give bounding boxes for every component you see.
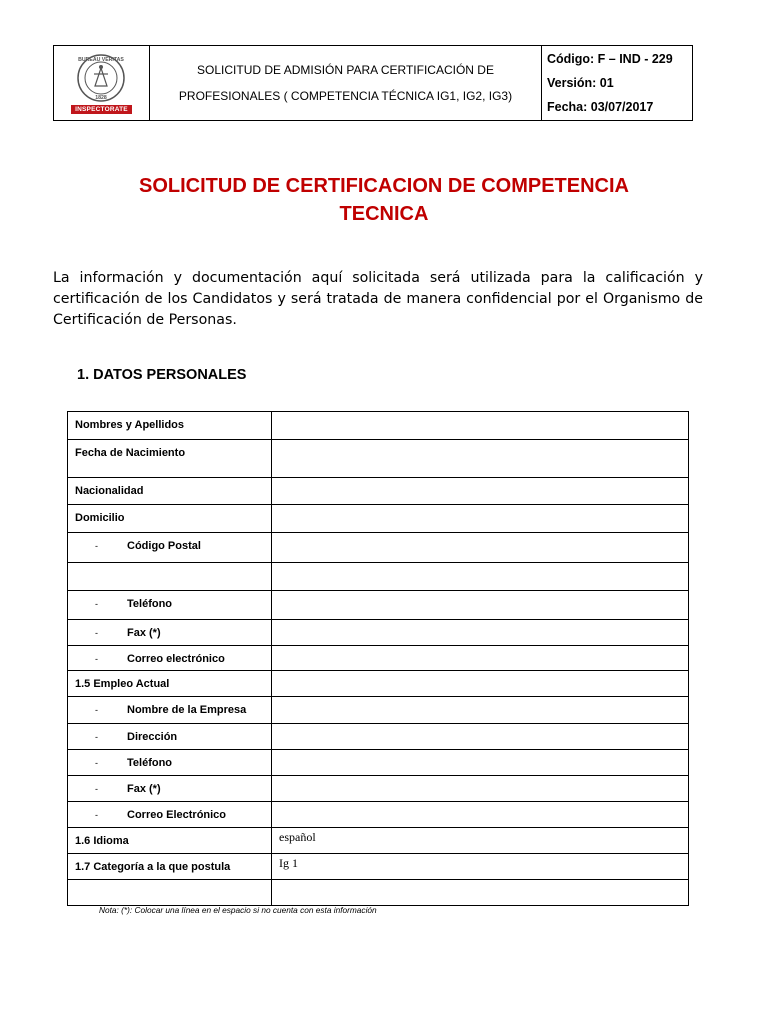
row-label — [68, 880, 272, 906]
row-value-field[interactable] — [272, 776, 689, 802]
list-dash: - — [95, 654, 98, 664]
row-label: Teléfono — [127, 757, 173, 769]
row-label: Correo Electrónico — [127, 809, 227, 821]
table-row — [68, 828, 689, 854]
row-value-field[interactable] — [272, 620, 689, 646]
list-dash: - — [95, 705, 98, 715]
row-label: 1.6 Idioma — [68, 828, 272, 854]
page-title — [0, 172, 768, 228]
row-label: Nombre de la Empresa — [127, 704, 247, 716]
row-value-field[interactable] — [272, 440, 689, 478]
table-row — [68, 591, 689, 620]
document-header — [53, 45, 693, 121]
table-note: Nota: (*): Colocar una línea en el espacio si no cuenta con esta información — [99, 905, 377, 915]
row-value-field[interactable]: español — [272, 828, 689, 854]
table-row — [68, 750, 689, 776]
intro-paragraph: La información y documentación aquí solicitada será utilizada para la calificación y certificación de los Candidatos y será tratada de manera confidencial por el Organismo de Certificación de Personas. — [53, 270, 703, 328]
row-label-cell — [68, 750, 272, 776]
row-label-cell — [68, 591, 272, 620]
personal-data-table — [67, 411, 689, 906]
row-label — [68, 563, 272, 591]
header-title — [150, 46, 542, 120]
row-value-field[interactable] — [272, 724, 689, 750]
bureau-veritas-seal-icon — [76, 52, 126, 104]
row-label-cell — [68, 646, 272, 671]
logo-cell — [54, 46, 150, 120]
doc-date: Fecha: 03/07/2017 — [547, 100, 654, 114]
row-label-cell — [68, 533, 272, 563]
row-label: Correo electrónico — [127, 653, 225, 665]
section-heading: 1. DATOS PERSONALES — [77, 367, 247, 383]
row-value-field[interactable] — [272, 697, 689, 724]
svg-text:1828: 1828 — [95, 95, 108, 101]
table-row — [68, 776, 689, 802]
table-row — [68, 724, 689, 750]
row-value-field[interactable] — [272, 802, 689, 828]
table-row — [68, 440, 689, 478]
header-title-line2: PROFESIONALES ( COMPETENCIA TÉCNICA IG1, IG2, IG3) — [178, 89, 513, 103]
row-label: Código Postal — [127, 540, 201, 552]
table-row — [68, 854, 689, 880]
row-label: Fecha de Nacimiento — [68, 440, 272, 478]
row-label: Nacionalidad — [68, 478, 272, 505]
row-value-field[interactable] — [272, 591, 689, 620]
doc-code: Código: F – IND - 229 — [547, 52, 673, 66]
table-row — [68, 478, 689, 505]
header-title-line1: SOLICITUD DE ADMISIÓN PARA CERTIFICACIÓN DE — [197, 63, 494, 77]
table-row — [68, 697, 689, 724]
list-dash: - — [95, 732, 98, 742]
row-label: Fax (*) — [127, 783, 161, 795]
logo-band: INSPECTORATE — [71, 105, 132, 114]
row-label-cell — [68, 697, 272, 724]
row-value-field[interactable]: Ig 1 — [272, 854, 689, 880]
row-value-field[interactable] — [272, 478, 689, 505]
table-row — [68, 880, 689, 906]
svg-text:BUREAU VERITAS: BUREAU VERITAS — [78, 57, 125, 63]
page-title-line1: SOLICITUD DE CERTIFICACION DE COMPETENCIA — [138, 175, 629, 197]
list-dash: - — [95, 541, 98, 551]
row-value-field[interactable] — [272, 412, 689, 440]
row-value-field[interactable] — [272, 646, 689, 671]
header-meta — [542, 46, 692, 120]
row-label-cell — [68, 802, 272, 828]
row-value-field[interactable] — [272, 880, 689, 906]
row-label-cell — [68, 776, 272, 802]
bureau-veritas-logo — [71, 52, 132, 114]
row-label: 1.5 Empleo Actual — [68, 671, 272, 697]
row-label: Nombres y Apellidos — [68, 412, 272, 440]
list-dash: - — [95, 784, 98, 794]
table-row — [68, 563, 689, 591]
table-row — [68, 412, 689, 440]
list-dash: - — [95, 810, 98, 820]
row-label: 1.7 Categoría a la que postula — [68, 854, 272, 880]
row-label: Teléfono — [127, 598, 173, 610]
table-row — [68, 533, 689, 563]
row-value-field[interactable] — [272, 505, 689, 533]
row-label-cell — [68, 620, 272, 646]
row-label: Dirección — [127, 731, 178, 743]
row-value-field[interactable] — [272, 563, 689, 591]
table-row — [68, 620, 689, 646]
doc-version: Versión: 01 — [547, 76, 614, 90]
row-label: Domicilio — [68, 505, 272, 533]
row-value-field[interactable] — [272, 750, 689, 776]
list-dash: - — [95, 758, 98, 768]
row-value-field[interactable] — [272, 671, 689, 697]
table-row — [68, 671, 689, 697]
table-row — [68, 646, 689, 671]
table-row — [68, 802, 689, 828]
page-title-line2: TECNICA — [339, 203, 429, 225]
list-dash: - — [95, 599, 98, 609]
table-row — [68, 505, 689, 533]
row-label-cell — [68, 724, 272, 750]
row-value-field[interactable] — [272, 533, 689, 563]
list-dash: - — [95, 628, 98, 638]
row-label: Fax (*) — [127, 627, 161, 639]
